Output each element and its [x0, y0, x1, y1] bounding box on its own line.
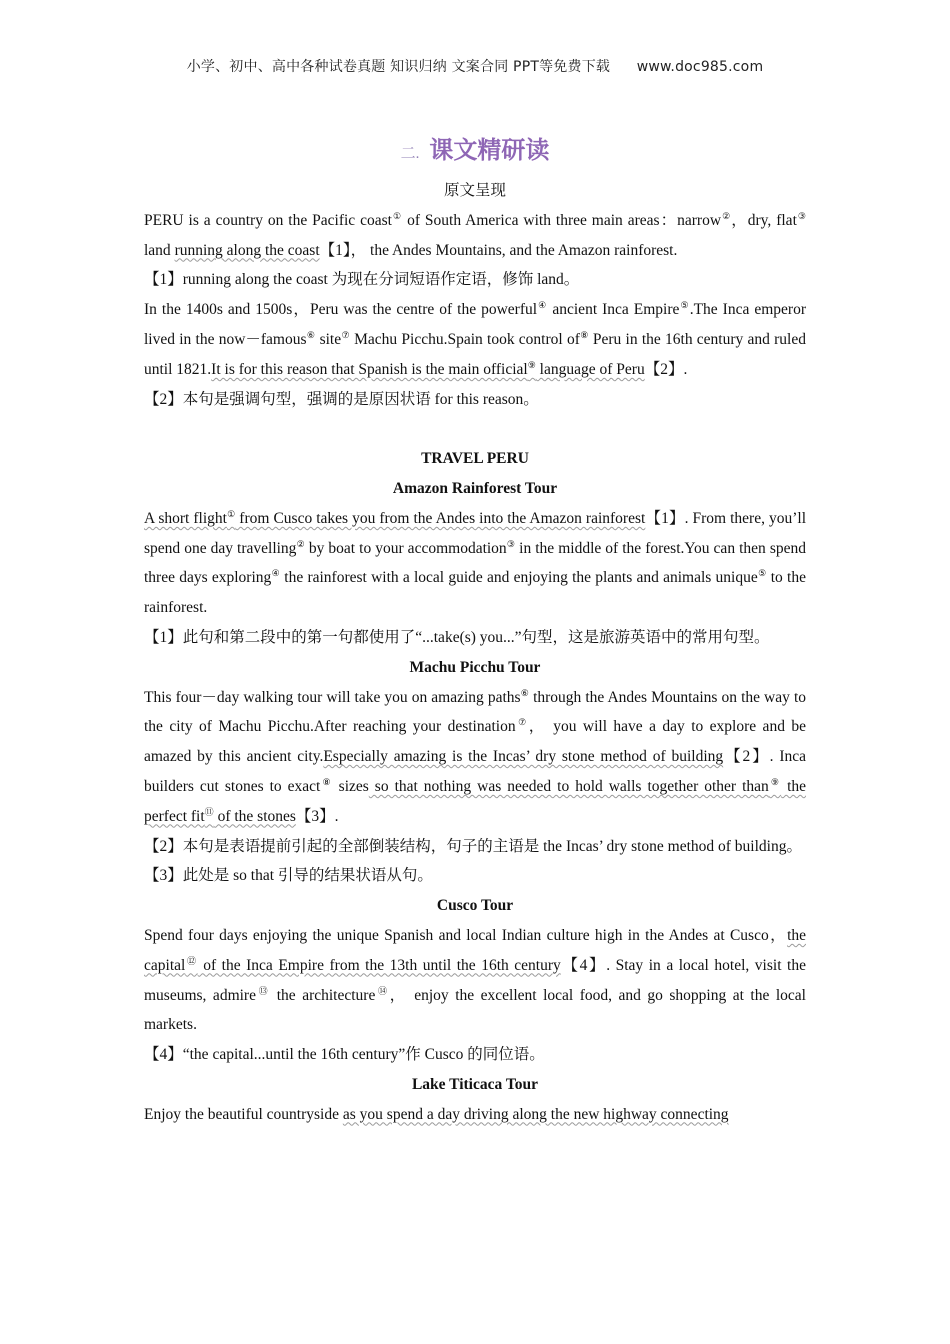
amazon-tour-heading: Amazon Rainforest Tour — [392, 479, 558, 497]
page-header — [0, 56, 950, 76]
section-number: 二. — [400, 146, 420, 162]
header-site: www.doc985.com — [636, 59, 764, 75]
intro-paragraph: PERU is a country on the Pacific coast① of South America with three main areas：narrow②，dry, flat③ land running along the coast【1】， the Andes Mountains, and the Amazon rainforest. — [144, 210, 806, 259]
original-text-heading: 原文呈现 — [443, 182, 506, 199]
document-body — [144, 176, 806, 1130]
cusco-tour-heading: Cusco Tour — [436, 897, 514, 915]
section-title — [0, 130, 950, 165]
travel-peru-heading: TRAVEL PERU — [421, 450, 529, 468]
titicaca-paragraph: Enjoy the beautiful countryside as you spend a day driving along the new highway connecting — [144, 1105, 729, 1123]
history-paragraph: In the 1400s and 1500s，Peru was the centre of the powerful④ ancient Inca Empire⑤.The Inca emperor lived in the now－famous⑥ site⑦ Machu Picchu.Spain took control of⑧ Peru in the 16th century and ruled until 1821.It is for this reason that Spanish is the main official⑨ language of Peru【2】. — [144, 300, 806, 378]
machu-note-3: 【3】此处是 so that 引导的结果状语从句。 — [144, 867, 433, 885]
machu-tour-heading: Machu Picchu Tour — [409, 658, 541, 676]
titicaca-tour-heading: Lake Titicaca Tour — [411, 1075, 539, 1093]
note-2-history: 【2】本句是强调句型，强调的是原因状语 for this reason。 — [144, 390, 539, 408]
cusco-note: 【4】“the capital...until the 16th century”作 Cusco 的同位语。 — [144, 1046, 545, 1064]
amazon-paragraph: A short flight① from Cusco takes you from the Andes into the Amazon rainforest【1】. From there, you’ll spend one day travelling② by boat to your accommodation③ in the middle of the forest.You can then spend three days exploring④ the rainforest with a local guide and enjoying the plants and animals unique⑤ to the rainforest. — [144, 508, 807, 617]
section-heading: 课文精研读 — [429, 136, 550, 164]
header-text: 小学、初中、高中各种试卷真题 知识归纳 文案合同 PPT等免费下载 — [186, 59, 611, 75]
cusco-paragraph: Spend four days enjoying the unique Spanish and local Indian culture high in the Andes at Cusco，the capital⑫ of the Inca Empire from the 13th until the 16th century【4】. Stay in a local hotel, visit the museums, admire⑬ the architecture⑭， enjoy the excellent local food, and go shopping at the local markets. — [144, 926, 806, 1034]
machu-paragraph: This four－day walking tour will take you on amazing paths⑥ through the Andes Mountains on the way to the city of Machu Picchu.After reaching your destination⑦， you will have a day to explore and be amazed by this ancient city.Especially amazing is the Incas’ dry stone method of building【2】. Inca builders cut stones to exact⑧ sizes so that nothing was needed to hold walls together other than⑨ the perfect fit⑪ of the stones【3】. — [144, 687, 807, 825]
note-1-intro: 【1】running along the coast 为现在分词短语作定语，修饰 land。 — [144, 271, 580, 289]
machu-note-2: 【2】本句是表语提前引起的全部倒装结构，句子的主语是 the Incas’ dry stone method of building。 — [144, 837, 802, 855]
amazon-note: 【1】此句和第二段中的第一句都使用了“...take(s) you...”句型，这是旅游英语中的常用句型。 — [144, 628, 770, 646]
